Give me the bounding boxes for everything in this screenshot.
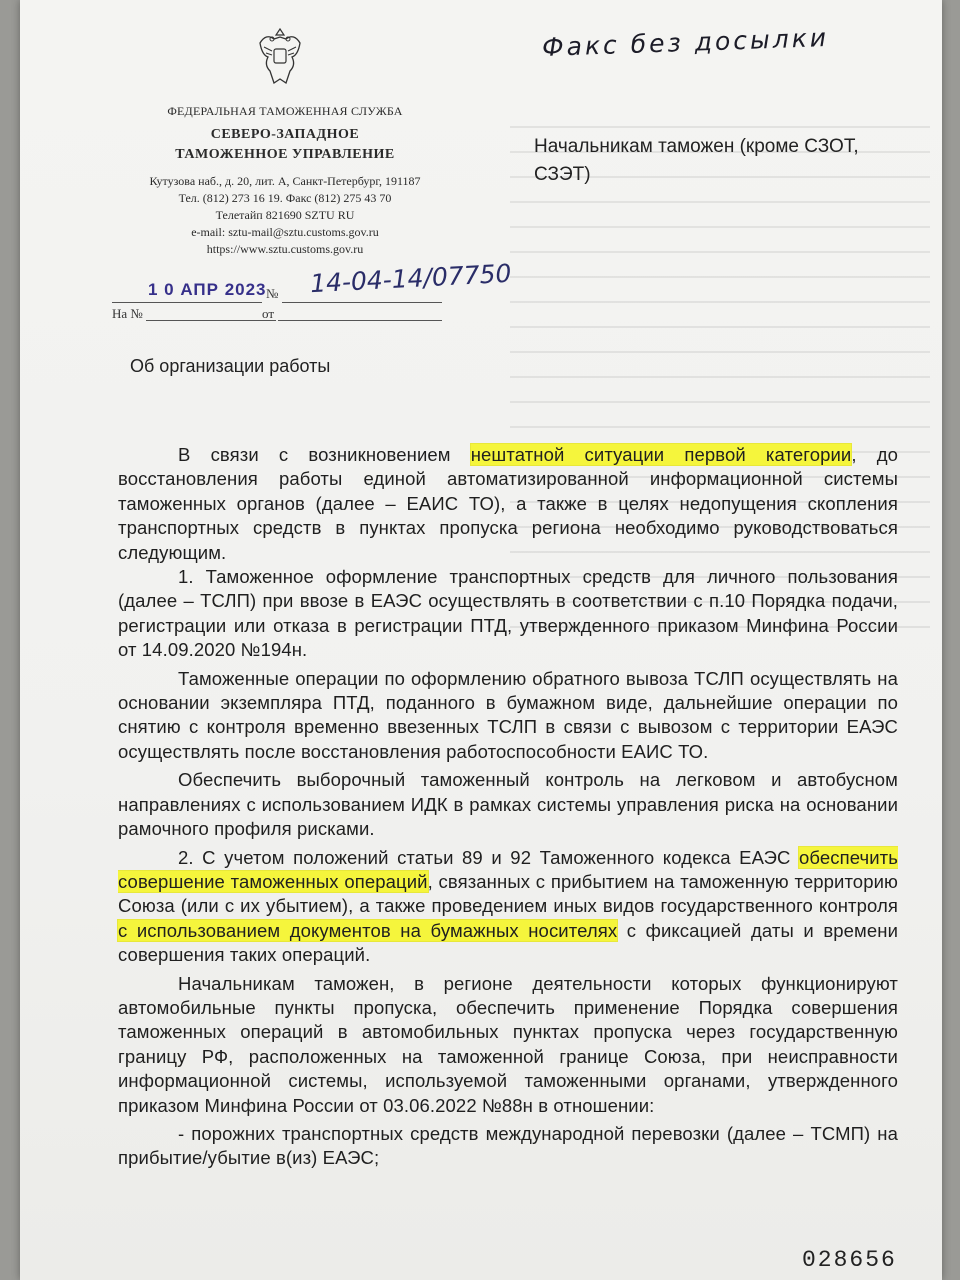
- paragraph-empty-vehicles: - порожних транспортных средств международной перевозки (далее – ТСМП) на прибытие/убытие в(из) ЕАЭС;: [118, 1122, 898, 1169]
- date-underline: [112, 302, 262, 303]
- text-run: 2. С учетом положений статьи 89 и 92 Таможенного кодекса ЕАЭС: [178, 846, 799, 868]
- text-run: В связи с возникновением: [178, 444, 471, 465]
- from-underline: [278, 320, 442, 321]
- paragraph-item-1: 1. Таможенное оформление транспортных средств для личного пользования (далее – ТСЛП) при ввозе в ЕАЭС осуществлять в соответствии с п.10 Порядка подачи, регистрации или отказа в регистрации ПТД, утвержденного приказом Минфина России от 14.09.2020 №194н.: [118, 566, 898, 661]
- reference-underline: [146, 320, 276, 321]
- paragraph-heads-of-customs: Начальникам таможен, в регионе деятельности которых функционируют автомобильные пункты пропуска, обеспечить применение Порядка совершения таможенных операций в автомобильных пунктах пропуска через государственную границу РФ, расположенных на таможенной границе Союза, при неисправности информационной системы, используемой таможенными органами, утвержденного приказом Минфина России от 03.06.2022 №88н в отношении:: [118, 972, 898, 1116]
- website: https://www.sztu.customs.gov.ru: [206, 242, 364, 256]
- department-name-line1: СЕВЕРО-ЗАПАДНОЕ: [210, 127, 360, 142]
- reference-label: На №: [112, 306, 143, 321]
- paragraph-item-2: [118, 846, 898, 968]
- highlight-ensure-operations: обеспечить совершение таможенных операций: [118, 846, 898, 892]
- text-run: , до восстановления работы единой автоматизированной информационной системы таможенных органов (далее – ЕАИС ТО), а также в целях недопущения скопления транспортных средств в пунктах пропуска региона необходимо руководствоваться следующим.: [118, 444, 898, 563]
- service-name: ФЕДЕРАЛЬНАЯ ТАМОЖЕННАЯ СЛУЖБА: [167, 104, 403, 118]
- highlight-emergency: нештатной ситуации первой категории: [470, 444, 852, 465]
- agency-header: [110, 104, 460, 258]
- subject-line: Об организации работы: [130, 356, 331, 376]
- postal-address: Кутузова наб., д. 20, лит. А, Санкт-Петербург, 191187: [149, 174, 421, 188]
- date-stamp: 1 0 АПР 2023: [148, 280, 267, 299]
- text-run: , связанных с прибытием на таможенную территорию Союза (или с их убытием), а также проведением иных видов государственного контроля: [118, 870, 898, 917]
- paragraph-reverse-export: Таможенные операции по оформлению обратного вывоза ТСЛП осуществлять на основании экземпляра ПТД, поданного в бумажном виде, дальнейшие операции по снятию с контроля временно ввезенных ТСЛП в связи с вывозом с территории ЕАЭС осуществлять после восстановления работоспособности ЕАИС ТО.: [118, 667, 898, 762]
- addressee: Начальникам таможен (кроме СЗОТ, СЗЭТ): [534, 136, 859, 185]
- department-name-line2: ТАМОЖЕННОЕ УПРАВЛЕНИЕ: [175, 147, 395, 162]
- highlight-paper-documents: с использованием документов на бумажных носителях: [118, 919, 618, 941]
- handwritten-registration-number: 14-04-14/07750: [309, 258, 513, 299]
- from-label: от: [262, 306, 275, 321]
- document-sheet: [20, 0, 942, 1280]
- number-label: №: [266, 286, 279, 301]
- serial-number: 028656: [802, 1247, 897, 1273]
- paragraph-selective-control: Обеспечить выборочный таможенный контроль на легковом и автобусном направлениях с использованием ИДК в рамках системы управления риска на основании рамочного профиля рисками.: [118, 769, 898, 840]
- paragraph-intro: [118, 443, 898, 565]
- email: e-mail: sztu-mail@sztu.customs.gov.ru: [191, 225, 379, 239]
- text-run: с фиксацией даты и времени совершения таких операций.: [118, 919, 898, 966]
- number-underline: [282, 302, 442, 303]
- teletype: Телетайп 821690 SZTU RU: [215, 208, 355, 222]
- russian-coat-of-arms-icon: [252, 25, 308, 91]
- handwritten-note: Факс без досылки: [541, 22, 830, 63]
- letter-body: [118, 443, 898, 1171]
- phone-fax: Тел. (812) 273 16 19. Факс (812) 275 43 70: [178, 191, 392, 205]
